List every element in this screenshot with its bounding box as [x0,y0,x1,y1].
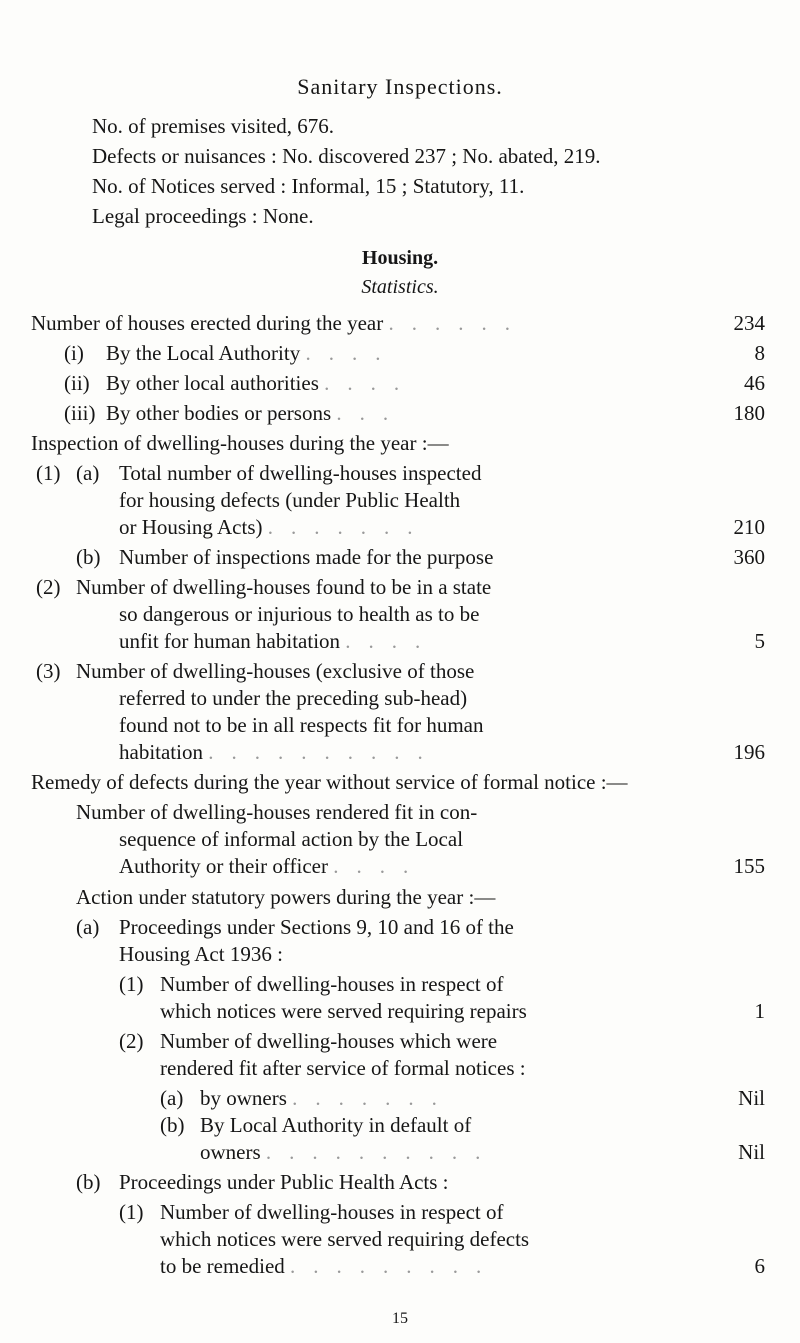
item-value: 210 [733,515,765,539]
text-line: Housing Act 1936 : [119,942,283,966]
text-line: which notices were served requiring repairs [160,999,527,1023]
text-line: By Local Authority in default of [200,1113,472,1137]
text-line: Proceedings under Public Health Acts : [119,1170,449,1194]
remedy-label: Remedy of defects during the year without service of formal notice :— [31,770,628,794]
intro-line: No. of premises visited, 676. [92,114,335,138]
text-line: by owners ....... [200,1086,455,1110]
list-item: (iii) By other bodies or persons ... [64,401,407,425]
item-number: (3) [36,659,61,683]
text-line: owners .......... [200,1140,499,1164]
page-title: Sanitary Inspections. [297,74,503,99]
text-line: referred to under the preceding sub-head) [119,686,468,710]
item-number: (b) [76,1170,101,1194]
text-line: for housing defects (under Public Health [119,488,461,512]
action-label: Action under statutory powers during the year :— [76,885,496,909]
text-line: Number of dwelling-houses rendered fit in con- [76,800,478,824]
list-item-value: 8 [754,341,765,365]
text-line: or Housing Acts) ....... [119,515,431,539]
text-line: Total number of dwelling-houses inspected [119,461,482,485]
page-number: 15 [392,1310,408,1327]
text-line: which notices were served requiring defects [160,1227,530,1251]
item-number: (1) [36,461,61,485]
text-line: Number of inspections made for the purpose [119,545,494,569]
intro-line: Legal proceedings : None. [92,204,314,228]
text-line: found not to be in all respects fit for human [119,713,484,737]
item-value: 1 [754,999,765,1023]
text-line: to be remedied ......... [160,1254,500,1278]
intro-line: No. of Notices served : Informal, 15 ; Statutory, 11. [92,174,525,198]
text-line: Number of dwelling-houses in respect of [160,972,504,996]
item-value: 5 [754,629,765,653]
item-value: Nil [738,1086,765,1110]
inspection-label: Inspection of dwelling-houses during the year :— [31,431,449,455]
item-value: Nil [738,1140,765,1164]
list-item-value: 180 [733,401,765,425]
item-value: 360 [733,545,765,569]
item-number: (a) [160,1086,184,1110]
item-number: (2) [119,1029,144,1053]
item-value: 196 [733,740,765,764]
item-number: (a) [76,461,100,485]
item-value: 6 [754,1254,765,1278]
list-item: (ii) By other local authorities .... [64,371,418,395]
text-line: so dangerous or injurious to health as to be [119,602,480,626]
text-line: habitation .......... [119,740,441,764]
item-value: 155 [733,854,765,878]
text-line: Number of dwelling-houses (exclusive of those [76,659,475,683]
text-line: unfit for human habitation .... [119,629,439,653]
intro-line: Defects or nuisances : No. discovered 237 ; No. abated, 219. [92,144,601,168]
item-number: (b) [160,1113,185,1137]
text-line: Authority or their officer .... [119,854,427,878]
text-line: Number of dwelling-houses found to be in a state [76,575,492,599]
statistics-heading: Statistics. [361,276,439,298]
text-line: rendered fit after service of formal notices : [160,1056,526,1080]
housing-heading: Housing. [361,247,439,269]
item-number: (b) [76,545,101,569]
item-number: (a) [76,915,100,939]
item-number: (1) [119,1200,144,1224]
text-line: Number of dwelling-houses which were [160,1029,498,1053]
text-line: Number of dwelling-houses in respect of [160,1200,504,1224]
houses-erected-value: 234 [733,311,765,335]
item-number: (2) [36,575,61,599]
houses-erected-label: Number of houses erected during the year ...... [31,311,528,335]
list-item-value: 46 [744,371,765,395]
list-item: (i) By the Local Authority .... [64,341,399,365]
text-line: Proceedings under Sections 9, 10 and 16 of the [119,915,514,939]
text-line: sequence of informal action by the Local [119,827,464,851]
item-number: (1) [119,972,144,996]
